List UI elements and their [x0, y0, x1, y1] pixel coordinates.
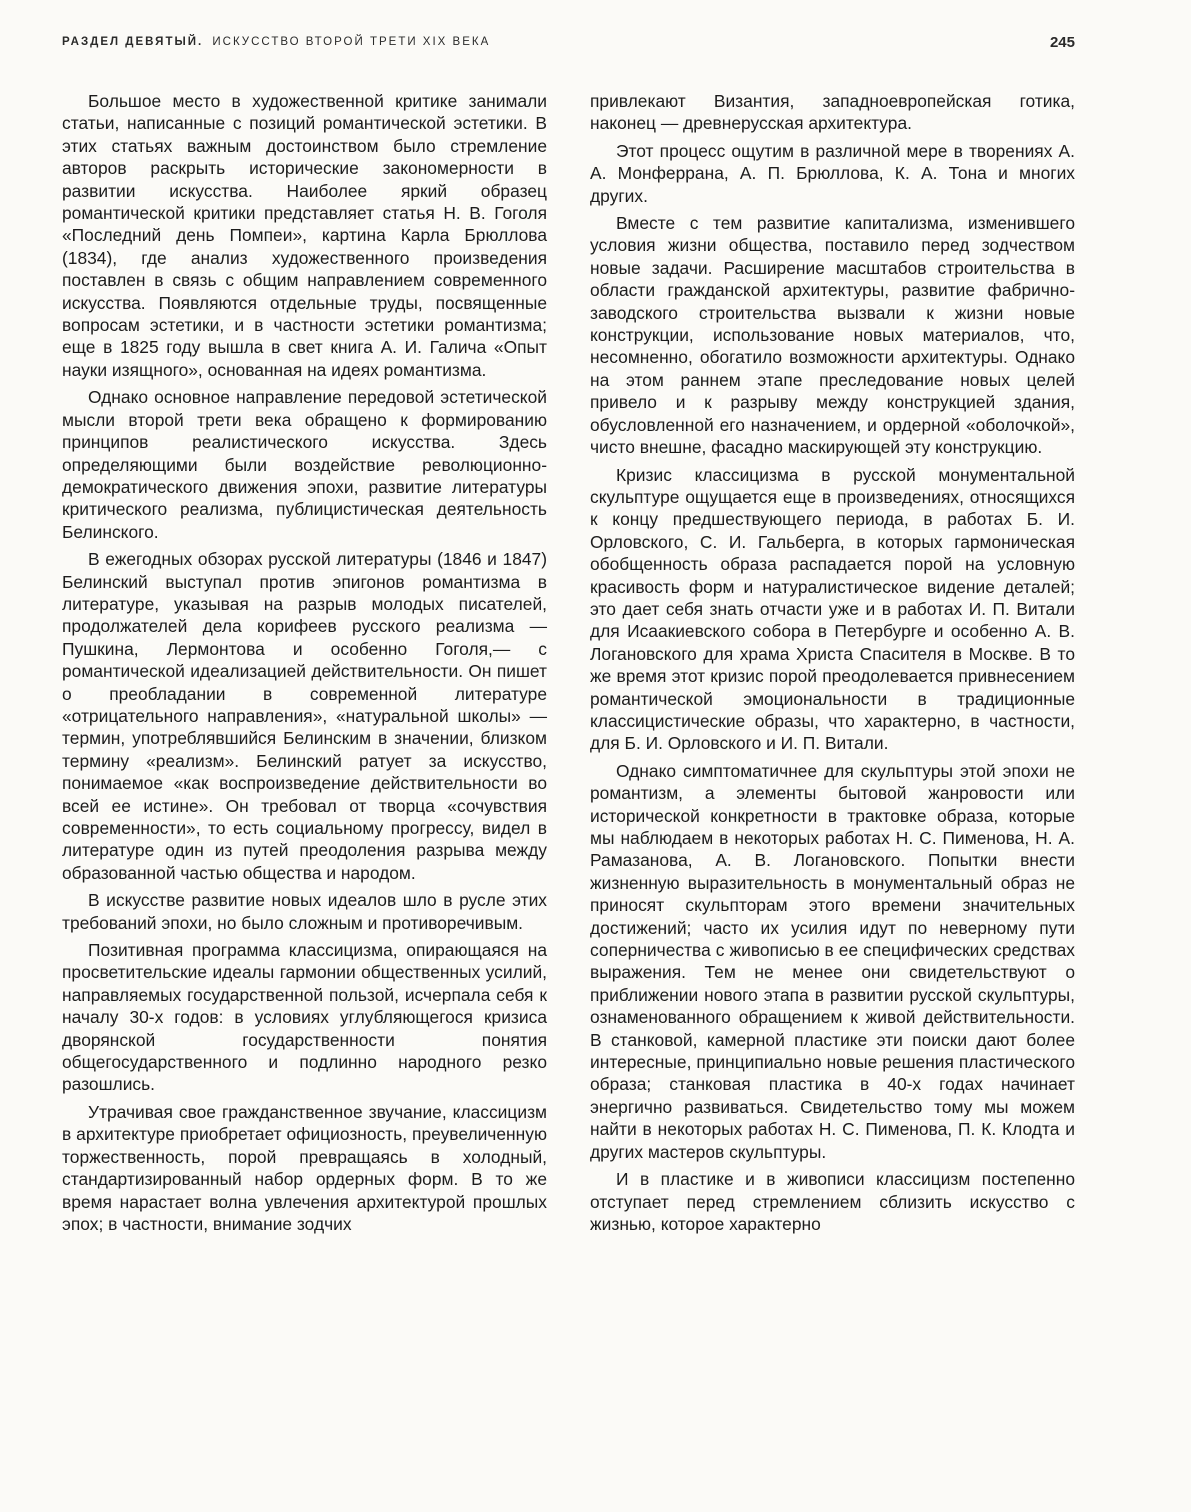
section-label: РАЗДЕЛ ДЕВЯТЫЙ.: [62, 36, 204, 48]
running-head: [62, 36, 490, 48]
right-column: [590, 90, 1075, 1240]
paragraph: Однако основное направление передовой эстетической мысли второй трети века обращено к формированию принципов реалистического искусства. Здесь определяющими были воздействие революционно-демократического движения эпохи, развитие литературы критического реализма, публицистическая деятельность Белинского.: [62, 387, 547, 542]
paragraph: Большое место в художественной критике занимали статьи, написанные с позиций романтической эстетики. В этих статьях важным достоинством было стремление авторов раскрыть исторические закономерности в развитии искусства. Наиболее яркий образец романтической критики представляет статья Н. В. Гоголя «Последний день Помпеи», картина Карла Брюллова (1834), где анализ художественного произведения поставлен в связь с общим направлением современного искусства. Появляются отдельные труды, посвященные вопросам эстетики, и в частности эстетики романтизма; еще в 1825 году вышла в свет книга А. И. Галича «Опыт науки изящного», основанная на идеях романтизма.: [62, 91, 547, 380]
paragraph: В искусстве развитие новых идеалов шло в русле этих требований эпохи, но было сложным и противоречивым.: [62, 890, 547, 933]
paragraph: Позитивная программа классицизма, опирающаяся на просветительские идеалы гармонии общественных усилий, направляемых государственной пользой, исчерпала себя к началу 30-х годов: в условиях углубляющегося кризиса дворянской государственности понятия общегосударственного и подлинно народного резко разошлись.: [62, 940, 547, 1095]
paragraph: В ежегодных обзорах русской литературы (1846 и 1847) Белинский выступал против эпигонов романтизма в литературе, указывая на разрыв молодых писателей, продолжателей дела корифеев русского реализма — Пушкина, Лермонтова и особенно Гоголя,— с романтической идеализацией действительности. Он пишет о преобладании в современной литературе «отрицательного направления», «натуральной школы» — термин, употреблявшийся Белинским в значении, близком термину «реализм». Белинский ратует за искусство, понимаемое «как воспроизведение действительности во всей ее истине». Он требовал от творца «сочувствия современности», то есть социальному прогрессу, видел в литературе один из путей преодоления разрыва между образованной частью общества и народом.: [62, 549, 547, 883]
paragraph: Кризис классицизма в русской монументальной скульптуре ощущается еще в произведениях, относящихся к концу предшествующего периода, в работах Б. И. Орловского, С. И. Гальберга, в которых гармоническая обобщенность образа распадается порой на условную красивость форм и натуралистическое видение деталей; это дает себя знать отчасти уже и в работах И. П. Витали для Исаакиевского собора в Петербурге и особенно А. В. Логановского для храма Христа Спасителя в Москве. В то же время этот кризис порой преодолевается привнесением романтической эмоциональности в традиционные классицистические образы, что характерно, в частности, для Б. И. Орловского и И. П. Витали.: [590, 464, 1075, 754]
paragraph: И в пластике и в живописи классицизм постепенно отступает перед стремлением сблизить искусство с жизнью, которое характерно: [590, 1169, 1075, 1234]
paragraph: Вместе с тем развитие капитализма, изменившего условия жизни общества, поставило перед зодчеством новые задачи. Расширение масштабов строительства в области гражданской архитектуры, развитие фабрично-заводского строительства вызвали к жизни новые конструкции, использование новых материалов, что, несомненно, обогатило возможности архитектуры. Однако на этом раннем этапе преследование новых целей привело и к разрыву между конструкцией здания, обусловленной его назначением, и ордерной «оболочкой», чисто внешне, фасадно маскирующей эту конструкцию.: [590, 213, 1075, 458]
section-subtitle: ИСКУССТВО ВТОРОЙ ТРЕТИ XIX ВЕКА: [212, 36, 491, 48]
left-column: [62, 90, 547, 1240]
paragraph-continued: привлекают Византия, западноевропейская готика, наконец — древнерусская архитектура.: [590, 91, 1075, 134]
paragraph: Однако симптоматичнее для скульптуры этой эпохи не романтизм, а элементы бытовой жанровости или исторической конкретности в трактовке образа, которые мы наблюдаем в некоторых работах Н. С. Пименова, Н. А. Рамазанова, А. В. Логановского. Попытки внести жизненную выразительность в монументальный образ не приносят скульпторам этого времени значительных достижений; часто их усилия идут по неверному пути соперничества с живописью в ее специфических средствах выражения. Тем не менее они свидетельствуют о приближении нового этапа в развитии русской скульптуры, ознаменованного обращением к живой действительности. В станковой, камерной пластике эти поиски дают более интересные, принципиально новые решения пластического образа; станковая пластика в 40-х годах начинает энергично развиваться. Свидетельство тому мы можем найти в некоторых работах Н. С. Пименова, П. К. Клодта и других мастеров скульптуры.: [590, 760, 1075, 1162]
paragraph: Этот процесс ощутим в различной мере в творениях А. А. Монферрана, А. П. Брюллова, К. А. Тона и многих других.: [590, 140, 1075, 206]
page-number: 245: [1049, 34, 1075, 51]
paragraph: Утрачивая свое гражданственное звучание, классицизм в архитектуре приобретает официозность, преувеличенную торжественность, порой превращаясь в холодный, стандартизированный набор ордерных форм. В то же время нарастает волна увлечения архитектурой прошлых эпох; в частности, внимание зодчих: [62, 1101, 547, 1234]
